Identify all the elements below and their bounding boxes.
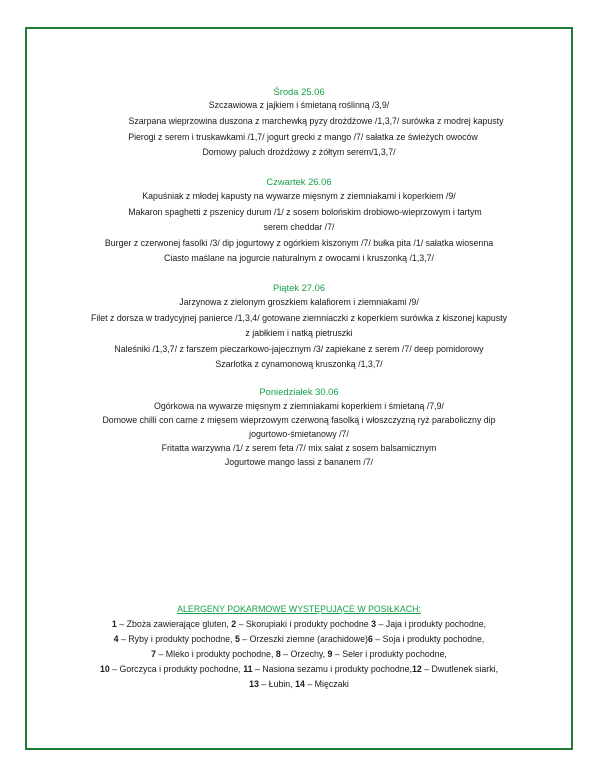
allergen-text: – Łubin, — [258, 679, 296, 689]
allergen-number: 13 — [249, 679, 259, 689]
allergen-text: – Soja i produkty pochodne, — [372, 634, 485, 644]
allergens-line — [27, 664, 571, 675]
allergen-text: – Mleko i produkty pochodne, — [156, 649, 276, 659]
menu-line: Filet z dorsza w tradycyjnej panierce /1,3,4/ gotowane ziemniaczki z koperkiem surówka z kiszonej kapusty — [90, 313, 508, 323]
menu-line: Jogurtowe mango lassi z bananem /7/ — [224, 457, 374, 467]
allergen-number: 4 — [113, 634, 119, 644]
allergen-text: – Ryby i produkty pochodne, — [118, 634, 235, 644]
allergen-number: 12 — [411, 664, 422, 674]
allergen-number: 6 — [367, 634, 373, 644]
menu-line: Domowe chilli con carne z mięsem wieprzowym czerwoną fasolką i włoszczyzną ryż paraboliczny dip — [102, 415, 496, 425]
allergens-line — [27, 619, 571, 630]
menu-line: Ciasto maślane na jogurcie naturalnym z owocami i kruszonką /1,3,7/ — [164, 253, 434, 263]
allergen-text: – Nasiona sezamu i produkty pochodne, — [252, 664, 412, 674]
allergen-number: 14 — [295, 679, 305, 689]
menu-line: Jarzynowa z zielonym groszkiem kalafiorem i ziemniakami /9/ — [179, 297, 419, 307]
allergen-text: – Skorupiaki i produkty pochodne — [236, 619, 372, 629]
allergens-line — [27, 649, 571, 660]
menu-line: Fritatta warzywna /1/ z serem feta /7/ mix sałat z sosem balsamicznym — [161, 443, 437, 453]
allergen-text: – Dwutlenek siarki, — [421, 664, 499, 674]
menu-line: Kapuśniak z młodej kapusty na wywarze mięsnym z ziemniakami i koperkiem /9/ — [142, 191, 456, 201]
allergen-number: 7 — [151, 649, 157, 659]
menu-line: serem cheddar /7/ — [263, 222, 335, 232]
menu-line: jogurtowo-śmietanowy /7/ — [249, 429, 349, 439]
allergen-text: – Gorczyca i produkty pochodne, — [109, 664, 244, 674]
menu-line: Ogórkowa na wywarze mięsnym z ziemniakami koperkiem i śmietaną /7,9/ — [154, 401, 444, 411]
allergen-number: 8 — [275, 649, 281, 659]
allergen-number: 11 — [243, 664, 253, 674]
allergen-text: – Seler i produkty pochodne, — [332, 649, 447, 659]
menu-line: Naleśniki /1,3,7/ z farszem pieczarkowo-jajecznym /3/ zapiekane z serem /7/ deep pomidorowy — [114, 344, 484, 354]
allergens-title: ALERGENY POKARMOWE WYSTĘPUJĄCE W POSIŁKACH: — [177, 604, 421, 614]
day-title-friday: Piątek 27.06 — [272, 282, 326, 293]
day-title-wednesday: Środa 25.06 — [273, 86, 325, 97]
menu-line: Domowy paluch drożdżowy z żółtym serem/1,3,7/ — [202, 147, 396, 157]
allergen-number: 1 — [111, 619, 117, 629]
allergen-text: – Orzechy, — [280, 649, 328, 659]
allergen-text: – Orzeszki ziemne (arachidowe) — [239, 634, 368, 644]
allergen-number: 2 — [231, 619, 237, 629]
menu-line: Szarpana wieprzowina duszona z marchewką pyzy drożdżowe /1,3,7/ surówka z modrej kapusty — [128, 116, 504, 126]
allergen-text: – Jaja i produkty pochodne, — [376, 619, 487, 629]
allergen-number: 10 — [99, 664, 110, 674]
allergens-line — [27, 634, 571, 645]
day-title-thursday: Czwartek 26.06 — [266, 176, 332, 187]
allergen-number: 3 — [371, 619, 377, 629]
menu-line: Pierogi z serem i truskawkami /1,7/ jogurt grecki z mango /7/ sałatka ze świeżych owoców — [128, 132, 478, 142]
menu-line: Makaron spaghetti z pszenicy durum /1/ z sosem bolońskim drobiowo-wieprzowym i tartym — [128, 207, 482, 217]
menu-line: Burger z czerwonej fasolki /3/ dip jogurtowy z ogórkiem kiszonym /7/ bułka pita /1/ sałatka wiosenna — [104, 238, 494, 248]
allergen-text: – Mięczaki — [304, 679, 349, 689]
menu-line: Szczawiowa z jajkiem i śmietaną roślinną /3,9/ — [208, 100, 390, 110]
allergen-number: 5 — [234, 634, 240, 644]
day-title-monday: Poniedziałek 30.06 — [259, 386, 339, 397]
allergen-text: – Zboża zawierające gluten, — [116, 619, 232, 629]
allergens-line — [27, 679, 571, 690]
menu-line: z jabłkiem i natką pietruszki — [245, 328, 353, 338]
menu-line: Szarlotka z cynamonową kruszonką /1,3,7/ — [215, 359, 383, 369]
allergen-number: 9 — [327, 649, 333, 659]
